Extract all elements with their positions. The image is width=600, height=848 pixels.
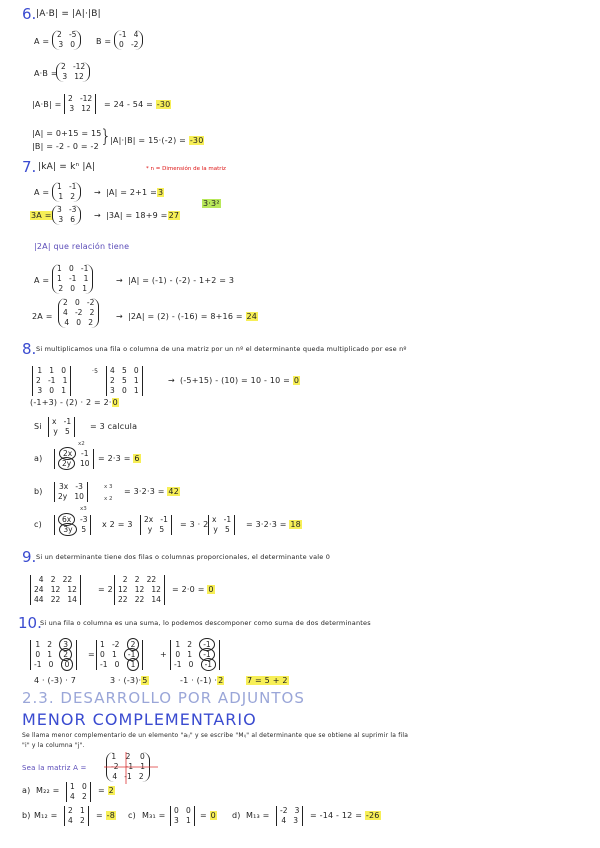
s10-plus: +	[160, 650, 167, 659]
definition-line-2: "i" y la columna "j".	[22, 742, 85, 749]
section-8-number: 8.	[22, 340, 37, 358]
s8-a-top: x2	[78, 441, 85, 447]
ex-b-minor-label: M₁₂ =	[34, 811, 58, 820]
s10-r3: -1 · (-1) ·2	[180, 676, 224, 685]
section-6-heading: |A·B| = |A|·|B|	[36, 9, 101, 19]
s7-b-result: |A| = (-1) - (-2) - 1+2 = 3	[128, 276, 235, 285]
s8-b-mult-2: x 2	[104, 496, 113, 502]
ex-c-minor-label: M₃₁ =	[142, 811, 166, 820]
s7-matrix-b: 1 0 -1 1 -1 1 2 0 1	[52, 264, 93, 294]
section-10-number: 10.	[18, 614, 42, 632]
s8-matrix-1: 1 1 0 2 -1 1 3 0 1	[32, 366, 71, 396]
ex-b-label: b)	[22, 811, 31, 820]
s7-a-label: A =	[34, 188, 50, 197]
ex-c-matrix: 0 0 3 1	[170, 806, 195, 826]
s7-matrix-a: 1 -1 1 2	[52, 182, 81, 202]
s6-ab-label: A·B =	[34, 69, 58, 78]
s6-matrix-a: 2 -5 3 0	[52, 30, 81, 50]
s10-r4: 7 = 5 + 2	[247, 676, 288, 685]
s6-det-label: |A·B| =	[32, 100, 62, 109]
s7-2a-arrow: →	[116, 312, 123, 321]
s6-det-a: |A| = 0+15 = 15	[32, 129, 102, 138]
s10-matrix-3: 1 2 -1 0 1 -1 -1 0 -1	[170, 640, 220, 670]
s6-matrix-ab: 2 -12 3 12	[56, 62, 90, 82]
section-7-number: 7.	[22, 158, 37, 176]
s7-note: * n = Dimensión de la matriz	[146, 166, 226, 172]
s6-matrix-b: -1 4 0 -2	[114, 30, 143, 50]
ex-c-label: c)	[128, 811, 136, 820]
s8-result-1: (-5+15) - (10) = 10 - 10 = 0	[180, 376, 300, 385]
section-8-heading: Si multiplicamos una fila o columna de una matriz por un nº el determinante queda multiplicado por ese nº	[36, 345, 407, 353]
s7-question: |2A| que relación tiene	[34, 242, 130, 251]
s10-matrix-2: 1 -2 2 0 1 -1 -1 0 1	[96, 640, 143, 670]
s7-2a-result: |2A| = (2) - (-16) = 8+16 = 24	[128, 312, 258, 321]
s8-b-result: = 3·2·3 = 42	[124, 487, 179, 496]
ex-a-label: a)	[22, 786, 31, 795]
s8-result-2: (-1+3) - (2) · 2 = 2·0	[30, 398, 118, 407]
definition-line-1: Se llama menor complementario de un elemento "aᵢⱼ" y se escribe "Mᵢⱼ" al determinante que se obtiene al suprimir la fila	[22, 732, 409, 739]
ex-d-minor-label: M₁₃ =	[246, 811, 270, 820]
s10-matrix-1: 1 2 3 0 1 2 -1 0 0	[30, 640, 77, 670]
s8-c-result: = 3·2·3 = 18	[246, 520, 301, 529]
example-label: Sea la matriz A =	[22, 764, 87, 772]
s10-r1: 4 · (-3) · 7	[34, 676, 77, 685]
ex-a-result: = 2	[98, 786, 114, 795]
section-title-menor: MENOR COMPLEMENTARIO	[22, 710, 257, 729]
s8-a-result: = 2·3 = 6	[98, 454, 140, 463]
s8-si-matrix: x -1 y 5	[48, 417, 75, 437]
ex-b-matrix: 2 1 4 2	[64, 806, 89, 826]
s8-si-result: = 3 calcula	[90, 422, 138, 431]
s8-a-matrix: 2x -1 2y 10	[54, 449, 94, 469]
s10-eq: =	[88, 650, 95, 659]
s7-matrix-2a: 2 0 -2 4 -2 2 4 0 2	[58, 298, 99, 328]
example-matrix: 1 2 0 -2 -1 1 4 -1 2	[106, 752, 150, 782]
s8-si-label: Si	[34, 422, 42, 431]
s7-3a-result: |3A| = 18+9 =27	[106, 211, 180, 220]
s8-c-mult: x 2 = 3	[102, 520, 133, 529]
s10-r2: 3 · (-3)·5	[110, 676, 148, 685]
s6-matrix-a-label: A =	[34, 37, 50, 46]
ex-a-matrix: 1 0 4 2	[66, 782, 91, 802]
s8-b-mult-1: x 3	[104, 484, 113, 490]
ex-d-result: = -14 - 12 = -26	[310, 811, 380, 820]
ex-d-label: d)	[232, 811, 241, 820]
s6-matrix-b-label: B =	[96, 37, 112, 46]
s8-b-label: b)	[34, 487, 43, 496]
s8-c-matrix: 6x -3 3y 5	[54, 515, 91, 535]
s7-matrix-3a: 3 -3 3 6	[52, 205, 81, 225]
s7-side-note: 3·3²	[203, 199, 220, 208]
s7-a-result: |A| = 2+1 =3	[106, 188, 164, 197]
s6-det-b: |B| = -2 - 0 = -2	[32, 142, 99, 151]
s8-c-matrix-3: x -1 y 5	[208, 515, 235, 535]
s8-b-matrix: 3x -3 2y 10	[54, 482, 88, 502]
s8-c-top: x3	[80, 506, 87, 512]
s9-equals: = 2	[98, 585, 113, 594]
s8-c-matrix-2: 2x -1 y 5	[140, 515, 172, 535]
section-9-number: 9.	[22, 548, 37, 566]
s9-matrix-2: 2 2 22 12 12 12 22 22 14	[114, 575, 165, 605]
section-10-heading: Si una fila o columna es una suma, lo podemos descomponer como suma de dos determinantes	[40, 619, 371, 627]
section-6-number: 6.	[22, 5, 37, 23]
s7-b-arrow: →	[116, 276, 123, 285]
s7-a-arrow: →	[94, 188, 101, 197]
s9-matrix-1: 4 2 22 24 12 12 44 22 14	[30, 575, 81, 605]
ex-a-minor-label: M₂₂ =	[36, 786, 60, 795]
s6-brace: }	[100, 126, 112, 147]
ex-c-result: = 0	[200, 811, 216, 820]
ex-b-result: = -8	[96, 811, 116, 820]
s7-3a-arrow: →	[94, 211, 101, 220]
s6-product: |A|·|B| = 15·(-2) = -30	[110, 136, 204, 145]
s7-3a-label: 3A =	[31, 211, 52, 220]
s8-c-label: c)	[34, 520, 42, 529]
s6-det-matrix: 2 -12 3 12	[64, 94, 96, 114]
s8-c-equals: = 3 · 2	[180, 520, 209, 529]
s9-result: = 2·0 = 0	[172, 585, 214, 594]
s8-multiplier: ·5	[92, 368, 99, 375]
s7-2a-label: 2A =	[32, 312, 53, 321]
s8-a-label: a)	[34, 454, 43, 463]
section-7-heading: |kA| = kⁿ |A|	[38, 162, 96, 172]
s7-b-label: A =	[34, 276, 50, 285]
section-9-heading: Si un determinante tiene dos filas o columnas proporcionales, el determinante vale 0	[36, 553, 331, 561]
s8-arrow-1: →	[168, 376, 175, 385]
ex-d-matrix: -2 3 4 3	[276, 806, 303, 826]
section-title-adjuntos: 2.3. DESARROLLO POR ADJUNTOS	[22, 689, 305, 707]
s6-det-result: = 24 - 54 = -30	[104, 100, 171, 109]
s8-matrix-2: 4 5 0 2 5 1 3 0 1	[106, 366, 143, 396]
